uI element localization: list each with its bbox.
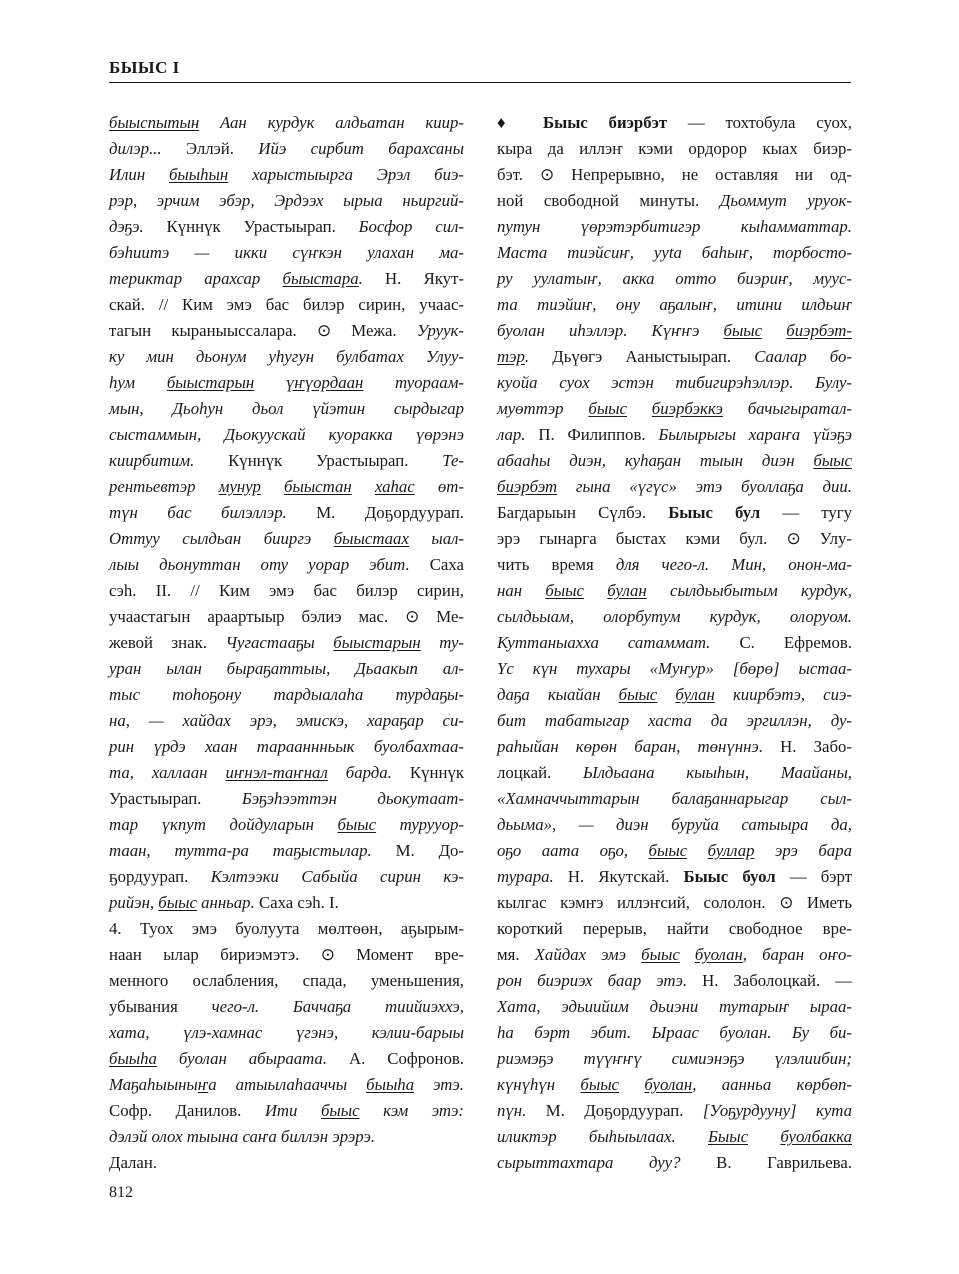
text-run xyxy=(254,373,286,392)
text-line xyxy=(497,760,852,786)
text-line xyxy=(497,942,852,968)
text-line xyxy=(109,448,464,474)
text-run: риэмэҕэ түүҥҥү симиэнэҕэ үлэлиибин; xyxy=(497,1049,852,1068)
text-line xyxy=(109,1020,464,1046)
text-run: . xyxy=(358,269,386,288)
text-run: тар үкпут дойдуларын xyxy=(109,815,338,834)
text-run: гына «үгүс» этэ буоллаҕа дии. xyxy=(557,477,852,496)
text-run: , аанньа көрбөп- xyxy=(692,1075,852,1094)
text-run: 4. Туох эмэ буолуута мөлтөөн, аҕырым- xyxy=(109,919,464,938)
text-run: Былырыгы хараҥа үйэҕэ xyxy=(658,425,852,444)
text-run: Ылдьаана кыыһын, Маайаны, xyxy=(582,763,853,782)
underlined-term: Быыс xyxy=(708,1127,749,1146)
text-run: Маста тиэйсиҥ, ууta баһыҥ, торбосто- xyxy=(497,243,852,262)
text-run: » [бөрө] ыстаа- xyxy=(705,659,852,678)
text-run: Саха xyxy=(429,555,464,574)
text-run: бит табатыгар хаста да эргиллэн, ду- xyxy=(497,711,852,730)
text-line xyxy=(109,422,464,448)
underlined-term: быыс xyxy=(580,1075,620,1094)
text-run: ♦ xyxy=(497,113,543,132)
text-run: түн бас билэллэр. xyxy=(109,503,317,522)
text-run: ной свободной минуты. xyxy=(497,191,720,210)
text-line xyxy=(497,916,852,942)
underlined-term: булан xyxy=(675,685,715,704)
text-run: дилэр... xyxy=(109,139,186,158)
text-run: ту- xyxy=(420,633,464,652)
text-run: Үс күн тухары « xyxy=(497,659,658,678)
underlined-term: быыспытын xyxy=(109,113,200,132)
text-line xyxy=(109,734,464,760)
text-line xyxy=(109,396,464,422)
text-line xyxy=(497,214,852,240)
text-run: Күннүк xyxy=(409,763,464,782)
text-run: Н. Забо- xyxy=(780,737,853,756)
text-run: . xyxy=(524,347,553,366)
text-run: эрэ бара xyxy=(754,841,852,860)
text-line xyxy=(109,682,464,708)
text-line xyxy=(109,344,464,370)
underlined-term: буолан xyxy=(694,945,743,964)
text-run: Күннүк Урастыырап. xyxy=(228,451,443,470)
text-line xyxy=(497,656,852,682)
text-run: Чугастааҕы xyxy=(225,633,334,652)
text-line xyxy=(109,318,464,344)
text-run: оҕо аата оҕо, xyxy=(497,841,649,860)
text-run: хата, үлэ-хамнас үгэнэ, кэлии-барыы xyxy=(109,1023,464,1042)
headword: Быыс бул xyxy=(668,503,761,522)
text-run: уран ылан быраҕаттыы, Дьаакып ал- xyxy=(109,659,464,678)
text-line xyxy=(497,110,852,136)
text-line xyxy=(109,188,464,214)
text-run: та тиэйиҥ, ону аҕалыҥ, итини илдьиҥ xyxy=(497,295,852,314)
text-line xyxy=(497,838,852,864)
text-run: ҕордуурап. xyxy=(109,867,211,886)
text-line xyxy=(497,188,852,214)
text-run: дьыма», — диэн буруйа сатыыра да, xyxy=(497,815,852,834)
text-run: Кэлтээки Сабыйа сирин кэ- xyxy=(210,867,464,886)
underlined-term: быыс xyxy=(723,321,763,340)
text-line xyxy=(109,786,464,812)
text-line xyxy=(109,292,464,318)
text-run: кэм этэ: xyxy=(359,1101,464,1120)
text-line xyxy=(109,1124,464,1150)
text-run: — тугу xyxy=(760,503,853,522)
text-line xyxy=(109,266,464,292)
underlined-term: быыһын xyxy=(168,165,229,184)
underlined-term: хаһас xyxy=(374,477,415,496)
left-column xyxy=(109,110,464,1176)
text-run: абааһы диэн, куһаҕан тыын диэн xyxy=(497,451,814,470)
text-run: лыы дьонуттан оту уорар эбит. xyxy=(109,555,430,574)
text-run: Багдарыын Сүлбэ. xyxy=(497,503,669,522)
text-run: [Уоҕурдууну] кута xyxy=(702,1101,852,1120)
text-run: муөттэр xyxy=(497,399,589,418)
right-column xyxy=(497,110,852,1176)
underlined-term: иҥнэл-таҥнал xyxy=(225,763,328,782)
text-run: Софр. Данилов. xyxy=(109,1101,265,1120)
text-run: Дьоммут уруок- xyxy=(719,191,852,210)
text-run: териктар арахсар xyxy=(109,269,283,288)
text-line xyxy=(497,630,852,656)
text-line xyxy=(109,916,464,942)
underlined-term: быыстарын xyxy=(166,373,255,392)
text-run: ку мин дьонум уһугун булбатах Улуу- xyxy=(109,347,464,366)
underlined-term: быыс xyxy=(337,815,377,834)
text-line xyxy=(109,552,464,578)
underlined-term: ҥ xyxy=(197,1075,209,1094)
text-run: Ити xyxy=(264,1101,321,1120)
underlined-term: быыс xyxy=(813,451,852,470)
text-run: өт- xyxy=(414,477,464,496)
text-run: Хата, эдьиийим дьиэни тутарыҥ ыраа- xyxy=(497,997,852,1016)
text-line xyxy=(109,630,464,656)
text-line xyxy=(497,708,852,734)
underlined-term: биэрбэт- xyxy=(786,321,852,340)
text-run: рин үрдэ хаан тарааннньык буолбахтаа- xyxy=(109,737,464,756)
text-run: рийэн, xyxy=(109,893,159,912)
text-run: турара. xyxy=(497,867,568,886)
text-run: Оттуу сылдьан бииргэ xyxy=(109,529,334,548)
text-run xyxy=(261,477,284,496)
text-run: на, — хайдах эрэ, эмискэ, хараҕар си- xyxy=(109,711,464,730)
text-run: иликтэр быһыылаах. xyxy=(497,1127,708,1146)
text-run: М. Доҕордуурап. xyxy=(316,503,465,522)
text-run: Маҕаһыыны xyxy=(109,1075,198,1094)
text-run: Саха сэһ. I. xyxy=(258,893,339,912)
text-run: Куттаныахха сатаммат. xyxy=(497,633,740,652)
text-line xyxy=(497,1124,852,1150)
text-line xyxy=(497,422,852,448)
text-run: сыстаммын, Дьокуускай куоракка үөрэнэ xyxy=(109,425,464,444)
text-run xyxy=(584,581,607,600)
underlined-term: быыс xyxy=(618,685,658,704)
text-run: а атыылаһааччы xyxy=(208,1075,367,1094)
text-run: чего-л. Баччаҕа тиийиэххэ, xyxy=(211,997,464,1016)
text-run: путун үөрэтэрбитигэр кыһамматтар. xyxy=(497,217,852,236)
text-run: мя. xyxy=(497,945,535,964)
text-line xyxy=(109,474,464,500)
page-number: 812 xyxy=(109,1184,133,1201)
text-line xyxy=(497,734,852,760)
text-line xyxy=(109,708,464,734)
text-run: нан xyxy=(497,581,546,600)
text-line xyxy=(497,162,852,188)
text-line xyxy=(497,1046,852,1072)
text-run: Бэҕэһээттэн дьокутаат- xyxy=(241,789,464,808)
text-line xyxy=(497,1150,852,1176)
text-line xyxy=(109,838,464,864)
text-line xyxy=(109,890,464,916)
text-line xyxy=(497,1020,852,1046)
text-line xyxy=(109,214,464,240)
text-run: барда. xyxy=(327,763,410,782)
text-run: Илин xyxy=(109,165,169,184)
text-run: Босфор сил- xyxy=(358,217,464,236)
text-run: кыра да иллэҥ кэми ордорор кыах биэр- xyxy=(497,139,852,158)
text-line xyxy=(497,448,852,474)
text-run: сэһ. II. // Ким эмэ бас билэр сирин, xyxy=(109,581,464,600)
text-run: һа бэрт эбит. Ыраас буолан. Бу би- xyxy=(497,1023,852,1042)
text-line xyxy=(109,110,464,136)
text-run: этэ. xyxy=(414,1075,464,1094)
text-run: пүн. xyxy=(497,1101,546,1120)
text-run: киирбэтэ, сиэ- xyxy=(714,685,852,704)
text-run xyxy=(619,1075,644,1094)
text-line xyxy=(109,942,464,968)
text-run: туораам- xyxy=(363,373,464,392)
text-line xyxy=(497,1072,852,1098)
text-run: лар. xyxy=(497,425,539,444)
text-line xyxy=(109,1150,464,1176)
text-run: , баран оҥо- xyxy=(742,945,852,964)
text-run: Н. Якутскай. xyxy=(567,867,684,886)
text-run: ру уулатыҥ, акка отто биэриҥ, мууc- xyxy=(497,269,852,288)
text-line xyxy=(109,500,464,526)
text-run: рон биэриэх баар этэ. xyxy=(497,971,703,990)
text-run: сырыттахтара дуу? xyxy=(497,1153,717,1172)
text-run: М. До- xyxy=(395,841,464,860)
text-line xyxy=(497,864,852,890)
text-run: дэҕэ. xyxy=(109,217,167,236)
text-run: Уруук- xyxy=(416,321,464,340)
text-line xyxy=(497,604,852,630)
text-line xyxy=(497,526,852,552)
text-run: учаастагын араартыыр бэлиэ мас. ⊙ Ме- xyxy=(109,607,464,626)
text-run: скай. // Ким эмэ бас билэр сирин, учаас- xyxy=(109,295,464,314)
text-run: бэһиитэ — икки сүҥкэн улахан ма- xyxy=(109,243,464,262)
underlined-term: мунур xyxy=(218,477,261,496)
text-line xyxy=(497,786,852,812)
text-run: лоцкай. xyxy=(497,763,583,782)
text-run: буолан иһэллэр. xyxy=(497,321,652,340)
text-line xyxy=(109,864,464,890)
text-line xyxy=(109,604,464,630)
text-run: тыс тоһоҕону тардыалаһа турдаҕы- xyxy=(109,685,464,704)
text-run: бачыгыратал- xyxy=(722,399,852,418)
text-run: киирбитим. xyxy=(109,451,229,470)
text-run: короткий перерыв, найти свободное вре- xyxy=(497,919,852,938)
text-run: бэт. ⊙ Непрерывно, не оставляя ни од- xyxy=(497,165,852,184)
text-line xyxy=(497,266,852,292)
text-line xyxy=(109,1098,464,1124)
text-line xyxy=(497,578,852,604)
text-line xyxy=(497,318,852,344)
text-line xyxy=(497,136,852,162)
text-run: Саалар бо- xyxy=(754,347,852,366)
text-run: та, халлаан xyxy=(109,763,226,782)
text-run: П. Филиппов. xyxy=(538,425,659,444)
text-run xyxy=(680,945,695,964)
text-line xyxy=(497,292,852,318)
text-run: ыал- xyxy=(408,529,465,548)
text-run: Күннүк Урастыырап. xyxy=(166,217,359,236)
text-line xyxy=(497,474,852,500)
text-run: М. Доҕордуурап. xyxy=(545,1101,703,1120)
text-run: для чего-л. Мин, онон-ма- xyxy=(615,555,852,574)
text-run: «Хамначчыттарын балаҕаннарыгар сыл- xyxy=(497,789,852,808)
text-line xyxy=(497,890,852,916)
running-header xyxy=(109,58,851,83)
text-line xyxy=(109,162,464,188)
text-run: Муҥур xyxy=(657,659,706,678)
text-run: Күҥҥэ xyxy=(651,321,700,340)
text-run: — бэрт xyxy=(775,867,852,886)
text-run: Н. Заболоцкай. — xyxy=(702,971,852,990)
underlined-term: биэрбэт xyxy=(497,477,558,496)
text-run xyxy=(687,841,707,860)
text-line xyxy=(497,344,852,370)
text-line xyxy=(109,240,464,266)
text-line xyxy=(109,1046,464,1072)
text-run: чить время xyxy=(497,555,616,574)
text-run: раһыйан көрөн баран, төнүннэ. xyxy=(497,737,781,756)
underlined-term: быыс xyxy=(588,399,627,418)
underlined-term: быыһа xyxy=(366,1075,415,1094)
underlined-term: буллар xyxy=(707,841,755,860)
text-line xyxy=(109,136,464,162)
text-run xyxy=(762,321,786,340)
text-run xyxy=(627,399,652,418)
text-line xyxy=(109,760,464,786)
text-run: Урастыырап. xyxy=(109,789,242,808)
text-run: сылдьыам, олорбутум курдук, олоруом. xyxy=(497,607,852,626)
underlined-term: биэрбэккэ xyxy=(651,399,723,418)
header-title: БЫЫС I xyxy=(109,58,180,77)
text-run: рэр, эрчим эбэр, Эрдээх ырыа ньиргий- xyxy=(109,191,464,210)
underlined-term: быыстан xyxy=(284,477,352,496)
text-run: — тохтобула суох, xyxy=(667,113,852,132)
text-line xyxy=(109,994,464,1020)
text-run: анньар. xyxy=(196,893,259,912)
text-run: Аан курдук алдьатан киир- xyxy=(199,113,464,132)
text-run: жевой знак. xyxy=(109,633,226,652)
text-line xyxy=(497,968,852,994)
text-run: күнүһүн xyxy=(497,1075,581,1094)
text-line xyxy=(497,396,852,422)
text-run: С. Ефремов. xyxy=(739,633,852,652)
text-line xyxy=(109,370,464,396)
text-run: куойа суох эстэн тибигирэһэллэр. Булу- xyxy=(497,373,852,392)
text-run: Ийэ сирбит барахсаны xyxy=(258,139,464,158)
text-run: тагын кыраныыссалара. ⊙ Межа. xyxy=(109,321,417,340)
text-run xyxy=(352,477,375,496)
text-run: Далан. xyxy=(109,1153,158,1172)
text-run: дэлэй олох тыына саҥа биллэн эрэрэ. xyxy=(109,1127,376,1146)
text-run: мын, Дьоһун дьол үйэтин сырдыгар xyxy=(109,399,464,418)
text-line xyxy=(109,812,464,838)
text-run: турууор- xyxy=(376,815,464,834)
text-run: таан, тутта-ра таҕыстылар. xyxy=(109,841,396,860)
text-run: рентьевтэр xyxy=(109,477,219,496)
text-run: А. Софронов. xyxy=(348,1049,464,1068)
underlined-term: быыс xyxy=(320,1101,360,1120)
underlined-term: быыс xyxy=(648,841,688,860)
underlined-term: булан xyxy=(607,581,647,600)
text-run xyxy=(699,321,723,340)
text-line xyxy=(497,500,852,526)
text-line xyxy=(109,526,464,552)
text-run: Хайдах эмэ xyxy=(534,945,642,964)
underlined-term: үҥүордаан xyxy=(285,373,364,392)
text-run: даҕа кыайан xyxy=(497,685,619,704)
text-run xyxy=(748,1127,780,1146)
text-line xyxy=(497,682,852,708)
text-line xyxy=(497,994,852,1020)
text-line xyxy=(497,240,852,266)
text-run: убывания xyxy=(109,997,212,1016)
text-run: Те- xyxy=(442,451,464,470)
underlined-term: быыстара xyxy=(282,269,359,288)
underlined-term: быыс xyxy=(545,581,584,600)
text-run: харыстыырга Эрэл биэ- xyxy=(228,165,464,184)
underlined-term: быыстаах xyxy=(333,529,409,548)
headword: Быыс биэрбэт xyxy=(543,113,668,132)
text-line xyxy=(497,1098,852,1124)
underlined-term: быыстарын xyxy=(333,633,421,652)
text-run: кылгас кэмҥэ иллэҥсий, сололон. ⊙ Иметь xyxy=(497,893,852,912)
text-run: һум xyxy=(109,373,167,392)
text-line xyxy=(109,968,464,994)
text-run: буолан абыраата. xyxy=(156,1049,349,1068)
text-run: Дьүөгэ Ааныстыырап. xyxy=(552,347,755,366)
text-line xyxy=(497,370,852,396)
headword: Быыс буол xyxy=(683,867,776,886)
text-run xyxy=(657,685,675,704)
text-run: наан ылар бириэмэтэ. ⊙ Момент вре- xyxy=(109,945,464,964)
text-run: Эллэй. xyxy=(185,139,259,158)
text-line xyxy=(109,578,464,604)
underlined-term: буолбакка xyxy=(780,1127,852,1146)
text-run: Н. Якут- xyxy=(385,269,464,288)
underlined-term: быыс xyxy=(158,893,197,912)
text-run: В. Гаврильева. xyxy=(716,1153,852,1172)
text-line xyxy=(497,812,852,838)
text-line xyxy=(497,552,852,578)
text-line xyxy=(109,1072,464,1098)
underlined-term: буолан xyxy=(644,1075,693,1094)
text-run: сылдьыбытым курдук, xyxy=(646,581,852,600)
text-run: менного ослабления, спада, уменьшения, xyxy=(109,971,464,990)
text-run: эрэ гынарга быстах кэми бул. ⊙ Улу- xyxy=(497,529,852,548)
underlined-term: быыс xyxy=(641,945,680,964)
underlined-term: тэр xyxy=(497,347,525,366)
text-line xyxy=(109,656,464,682)
underlined-term: быыһа xyxy=(109,1049,157,1068)
